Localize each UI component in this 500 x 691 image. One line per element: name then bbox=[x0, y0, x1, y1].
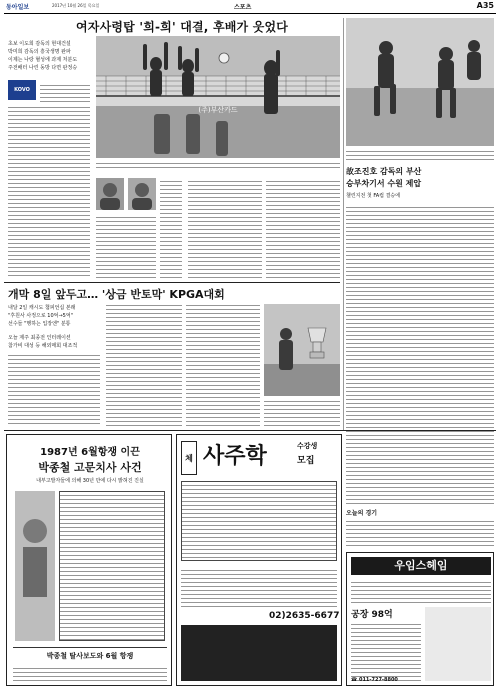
lead-subhead: 박미희 감독의 흥국생명 완파 bbox=[8, 49, 71, 55]
todays-games-label: 오늘의 경기 bbox=[346, 510, 378, 517]
kovo-logo-text: KOVO bbox=[14, 87, 30, 93]
coach-portrait-2 bbox=[128, 178, 156, 210]
saju-ad-info bbox=[181, 567, 337, 607]
issue-date: 2017년 10월 26일 목요일 bbox=[52, 3, 100, 8]
kpga-headline: 개막 8일 앞두고… '상금 반토막' KPGA대회 bbox=[8, 288, 225, 301]
saju-ad-phone: 02)2635-6677 bbox=[269, 611, 340, 621]
lead-subhead: 주전배터 나린 동방 다면 판정승 bbox=[8, 65, 78, 71]
right-headline-1: 故조진호 감독의 부산 bbox=[346, 167, 422, 176]
lead-subhead: 초보 이도희 감독의 현대건설 bbox=[8, 41, 71, 47]
realestate-ad-title: 우임스헤임 bbox=[351, 557, 491, 575]
realestate-ad-details bbox=[351, 579, 491, 603]
saju-ad-label-2: 모집 bbox=[297, 456, 315, 466]
saju-ad-title: 사주학 bbox=[203, 444, 267, 469]
right-subhead: 챌린지전 첫 FA컵 결승에 bbox=[346, 193, 401, 199]
lead-body-text-col5 bbox=[266, 178, 340, 278]
kpga-subhead: 오늘 제주 최종전 인터레이션 bbox=[8, 335, 71, 341]
column-separator bbox=[343, 18, 344, 430]
book-cover-image bbox=[15, 491, 55, 641]
coach-portrait-1 bbox=[96, 178, 124, 210]
saju-ad-label-1: 수강생 bbox=[297, 442, 318, 450]
page-number: A35 bbox=[476, 1, 494, 10]
golf-photo-caption bbox=[264, 398, 340, 426]
masthead-divider bbox=[4, 13, 496, 14]
lead-body-text-col3 bbox=[160, 178, 182, 278]
book-ad-details bbox=[59, 491, 165, 641]
kpga-body-text-col1 bbox=[8, 352, 100, 426]
kpga-subhead: 선수들 "행하는 입장엔" 분통 bbox=[8, 321, 71, 327]
masthead bbox=[0, 0, 500, 12]
kpga-subhead: 참가비 대성 등 해외매회 대조적 bbox=[8, 343, 78, 349]
kpga-subhead: "후원사 사정으로 10억→5억" bbox=[8, 313, 73, 319]
kpga-body-text-col3 bbox=[186, 302, 260, 426]
lead-body-text-col4 bbox=[188, 178, 262, 278]
saju-school-advertisement bbox=[176, 434, 342, 686]
right-body-text bbox=[346, 204, 494, 504]
book-ad-year-title: 1987년 6월항쟁 이끈 bbox=[40, 447, 140, 458]
realestate-advertisement bbox=[346, 552, 494, 686]
volleyball-photo-caption bbox=[96, 160, 340, 170]
lead-body-text-col1 bbox=[8, 104, 90, 276]
kpga-subhead: 내달 2일 캐시도 챔피언십 본래 bbox=[8, 305, 76, 311]
book-advertisement bbox=[6, 434, 172, 686]
kpga-subheads bbox=[8, 304, 100, 328]
todays-games-list bbox=[346, 518, 494, 548]
lead-subheads bbox=[8, 40, 90, 72]
book-ad-rule bbox=[13, 647, 167, 648]
kpga-body-text-col2 bbox=[106, 302, 182, 426]
volleyball-photo bbox=[96, 36, 340, 158]
kpga-subheads-2 bbox=[8, 334, 100, 350]
book-ad-footer-info bbox=[13, 665, 167, 681]
saju-ad-schedule bbox=[181, 481, 337, 561]
newspaper-brand: 동아일보 bbox=[6, 4, 30, 11]
section-title: 스포츠 bbox=[234, 4, 252, 11]
soccer-photo-caption bbox=[346, 148, 494, 160]
right-headline-2: 승부차기서 수원 제압 bbox=[346, 179, 422, 188]
realestate-ad-side bbox=[425, 607, 491, 681]
saju-ad-banner bbox=[181, 625, 337, 681]
lead-body-text-col2 bbox=[96, 214, 156, 278]
book-ad-footer: 박종철 탈사보도와 6월 항쟁 bbox=[46, 652, 134, 660]
ads-divider bbox=[4, 430, 496, 431]
golf-trophy-photo bbox=[264, 304, 340, 396]
lead-headline: 여자사령탑 '희-희' 대결, 후배가 웃었다 bbox=[76, 20, 289, 34]
photo-banner-text: (주)부산카드 bbox=[198, 106, 238, 114]
lead-subhead: 이제는 나랑 혈성에 과제 처분도 bbox=[8, 57, 78, 63]
kovo-logo bbox=[8, 80, 36, 100]
lead-body-text-intro bbox=[40, 82, 90, 102]
saju-ad-side-label: 체 bbox=[181, 441, 197, 475]
realestate-ad-phone: ☎ 011-727-8800 bbox=[351, 677, 398, 683]
soccer-photo bbox=[346, 18, 494, 146]
realestate-ad-list bbox=[351, 621, 421, 681]
realestate-ad-price: 공장 98억 bbox=[351, 610, 393, 620]
section-divider bbox=[4, 282, 340, 283]
book-ad-main-title: 박종철 고문치사 사건 bbox=[38, 461, 142, 474]
book-ad-subtitle: 내부고발자들에 의해 30년 만에 다시 밝혀진 진실 bbox=[36, 478, 144, 484]
